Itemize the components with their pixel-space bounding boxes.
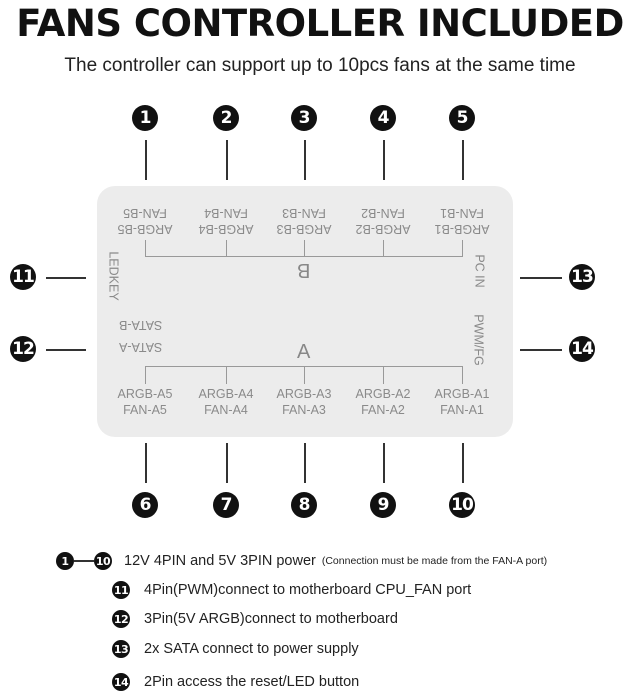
bus-tick bbox=[145, 240, 146, 256]
legend-badge-14: 14 bbox=[112, 673, 130, 691]
badge-6: 6 bbox=[132, 492, 158, 518]
leader-line bbox=[46, 277, 86, 279]
badge-8: 8 bbox=[291, 492, 317, 518]
badge-1: 1 bbox=[132, 105, 158, 131]
bus-tick bbox=[304, 240, 305, 256]
legend-badge-10: 10 bbox=[94, 552, 112, 570]
leader-line bbox=[520, 349, 562, 351]
page-title: FANS CONTROLLER INCLUDED bbox=[16, 2, 624, 45]
pc-in-label: PC IN bbox=[472, 254, 487, 288]
sata-a-label: SATA-A bbox=[119, 340, 163, 354]
ledkey-label: LEDKEY bbox=[106, 251, 121, 301]
leader-line bbox=[383, 140, 385, 180]
legend-text: 3Pin(5V ARGB)connect to motherboard bbox=[144, 611, 398, 627]
badge-5: 5 bbox=[449, 105, 475, 131]
group-a-label: A bbox=[297, 341, 311, 363]
group-b-label: B bbox=[297, 259, 311, 281]
port-fan-a2: ARGB-A2 FAN-A2 bbox=[355, 387, 411, 417]
leader-line bbox=[304, 140, 306, 180]
pwm-fg-label: PWM/FG bbox=[471, 314, 486, 366]
legend-row bbox=[112, 608, 398, 630]
leader-line bbox=[304, 443, 306, 483]
badge-3: 3 bbox=[291, 105, 317, 131]
bus-tick bbox=[462, 366, 463, 384]
bus-tick bbox=[304, 366, 305, 384]
leader-line bbox=[226, 443, 228, 483]
badge-7: 7 bbox=[213, 492, 239, 518]
legend-badge-12: 12 bbox=[112, 610, 130, 628]
sata-b-label: SATA-B bbox=[119, 318, 163, 332]
badge-14: 14 bbox=[569, 336, 595, 362]
badge-11: 11 bbox=[10, 264, 36, 290]
leader-line bbox=[226, 140, 228, 180]
bus-b bbox=[145, 256, 463, 257]
port-fan-b2: ARGB-B2 FAN-B2 bbox=[355, 206, 411, 236]
bus-tick bbox=[462, 240, 463, 256]
bus-tick bbox=[226, 366, 227, 384]
badge-9: 9 bbox=[370, 492, 396, 518]
legend-text: 12V 4PIN and 5V 3PIN power bbox=[124, 553, 316, 569]
badge-12: 12 bbox=[10, 336, 36, 362]
leader-line bbox=[462, 140, 464, 180]
bus-tick bbox=[383, 366, 384, 384]
legend-row bbox=[56, 550, 547, 572]
legend-badge-1: 1 bbox=[56, 552, 74, 570]
legend-text: 2Pin access the reset/LED button bbox=[144, 674, 360, 690]
leader-line bbox=[46, 349, 86, 351]
bus-tick bbox=[226, 240, 227, 256]
badge-4: 4 bbox=[370, 105, 396, 131]
port-fan-a1: ARGB-A1 FAN-A1 bbox=[434, 387, 490, 417]
leader-line bbox=[145, 443, 147, 483]
legend-text: 4Pin(PWM)connect to motherboard CPU_FAN port bbox=[144, 582, 472, 598]
port-fan-b1: ARGB-B1 FAN-B1 bbox=[434, 206, 490, 236]
leader-line bbox=[462, 443, 464, 483]
legend-text: 2x SATA connect to power supply bbox=[144, 641, 359, 657]
port-fan-a5: ARGB-A5 FAN-A5 bbox=[117, 387, 173, 417]
legend-note: (Connection must be made from the FAN-A port) bbox=[321, 555, 548, 567]
leader-line bbox=[520, 277, 562, 279]
legend-badge-13: 13 bbox=[112, 640, 130, 658]
port-fan-b4: ARGB-B4 FAN-B4 bbox=[198, 206, 254, 236]
port-fan-a4: ARGB-A4 FAN-A4 bbox=[198, 387, 254, 417]
legend-row bbox=[112, 671, 359, 693]
bus-tick bbox=[145, 366, 146, 384]
leader-line bbox=[383, 443, 385, 483]
legend-connector bbox=[74, 560, 94, 562]
badge-2: 2 bbox=[213, 105, 239, 131]
port-fan-a3: ARGB-A3 FAN-A3 bbox=[276, 387, 332, 417]
badge-13: 13 bbox=[569, 264, 595, 290]
legend-row bbox=[112, 638, 359, 660]
legend-badge-11: 11 bbox=[112, 581, 130, 599]
page-subtitle: The controller can support up to 10pcs fans at the same time bbox=[64, 55, 576, 76]
badge-10: 10 bbox=[449, 492, 475, 518]
leader-line bbox=[145, 140, 147, 180]
port-fan-b3: ARGB-B3 FAN-B3 bbox=[276, 206, 332, 236]
bus-tick bbox=[383, 240, 384, 256]
port-fan-b5: ARGB-B5 FAN-B5 bbox=[117, 206, 173, 236]
legend-row bbox=[112, 579, 471, 601]
